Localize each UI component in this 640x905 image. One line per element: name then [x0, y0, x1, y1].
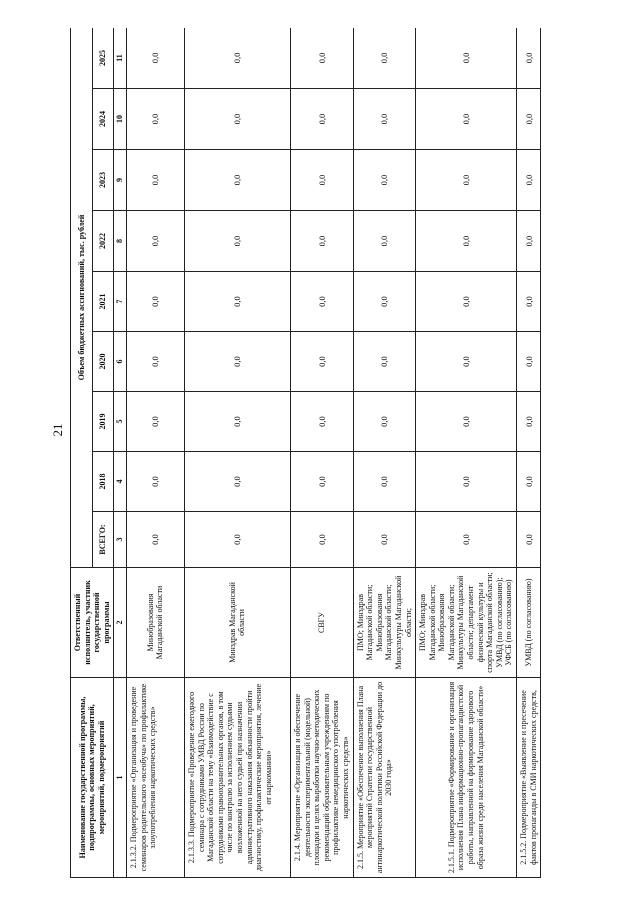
- column-number: 8: [114, 211, 127, 272]
- row-value: 0,0: [353, 272, 416, 332]
- row-value: 0,0: [416, 272, 517, 332]
- header-year: 2023: [92, 150, 114, 211]
- row-value: 0,0: [290, 150, 353, 211]
- row-value: 0,0: [126, 512, 184, 568]
- header-responsible: Ответственный исполнитель, участник государственной программы: [71, 568, 114, 678]
- row-responsible: Минздрав Магаданской области: [184, 568, 290, 678]
- row-value: 0,0: [416, 452, 517, 512]
- row-value: 0,0: [517, 452, 541, 512]
- row-value: 0,0: [353, 89, 416, 150]
- row-value: 0,0: [517, 272, 541, 332]
- row-value: 0,0: [353, 211, 416, 272]
- row-value: 0,0: [184, 452, 290, 512]
- header-budget-group: Объем бюджетных ассигнований, тыс. рублей: [71, 28, 93, 568]
- column-number-row: [114, 28, 127, 878]
- row-value: 0,0: [184, 392, 290, 452]
- row-value: 0,0: [126, 211, 184, 272]
- row-value: 0,0: [517, 89, 541, 150]
- row-value: 0,0: [517, 28, 541, 89]
- row-value: 0,0: [353, 332, 416, 392]
- table-row: [416, 28, 517, 878]
- row-value: 0,0: [517, 211, 541, 272]
- page-number: 21: [50, 423, 65, 437]
- row-value: 0,0: [290, 392, 353, 452]
- column-number: 11: [114, 28, 127, 89]
- row-value: 0,0: [353, 452, 416, 512]
- column-number: 4: [114, 452, 127, 512]
- column-number: 9: [114, 150, 127, 211]
- column-number: 2: [114, 568, 127, 678]
- row-value: 0,0: [517, 150, 541, 211]
- row-value: 0,0: [184, 150, 290, 211]
- budget-table: [70, 28, 541, 878]
- row-name: 2.1.5.1. Подмероприятие «Формирование и организация исполнения Плана информационно-пропагандистской работы, направленной на формирование здорового образа жизни среди населения Магаданской области»: [416, 678, 517, 878]
- row-value: 0,0: [126, 452, 184, 512]
- row-value: 0,0: [290, 512, 353, 568]
- row-value: 0,0: [416, 89, 517, 150]
- row-value: 0,0: [184, 512, 290, 568]
- row-name: 2.1.5.2. Подмероприятие «Выявление и пресечение фактов пропаганды в СМИ наркотических средств,: [517, 678, 541, 878]
- row-value: 0,0: [184, 272, 290, 332]
- header-year: 2018: [92, 452, 114, 512]
- row-value: 0,0: [290, 332, 353, 392]
- row-value: 0,0: [353, 150, 416, 211]
- table-row: [126, 28, 184, 878]
- row-name: 2.1.3.3. Подмероприятие «Проведение ежегодного семинара с сотрудниками УМВД России по Магаданской области на тему «Взаимодействие с сотрудниками правоохранительных органов, в том числе по контролю за исполнением судьями возложенной на него судьей при назначении административного наказания обязанности пройти диагностику, профилактические мероприятия, лечение от наркомании»: [184, 678, 290, 878]
- row-value: 0,0: [290, 211, 353, 272]
- row-value: 0,0: [290, 28, 353, 89]
- rotated-page: [70, 28, 625, 878]
- row-name: 2.1.3.2. Подмероприятие «Организация и проведение семинаров родительского «всеобуча» по профилактике злоупотребления наркотических средств»: [126, 678, 184, 878]
- header-year: 2024: [92, 89, 114, 150]
- row-value: 0,0: [184, 89, 290, 150]
- row-value: 0,0: [126, 272, 184, 332]
- table-row: [517, 28, 541, 878]
- row-value: 0,0: [290, 452, 353, 512]
- row-value: 0,0: [416, 28, 517, 89]
- row-value: 0,0: [126, 332, 184, 392]
- row-value: 0,0: [416, 332, 517, 392]
- row-value: 0,0: [126, 28, 184, 89]
- column-number: 1: [114, 678, 127, 878]
- row-responsible: ПМО; Минздрав Магаданской области; Минобразования Магаданской области; Минкультуры Магаданской области;: [353, 568, 416, 678]
- header-year: 2025: [92, 28, 114, 89]
- row-value: 0,0: [353, 392, 416, 452]
- row-responsible: Минобразования Магаданской области: [126, 568, 184, 678]
- row-value: 0,0: [184, 28, 290, 89]
- row-name: 2.1.4. Мероприятие «Организация и обеспечение деятельности экспериментальной (модельной) площадки в целях выработки научно-методических рекомендаций образовательным учреждениям по профилактике немедицинского употребления наркотических средств»: [290, 678, 353, 878]
- row-value: 0,0: [517, 392, 541, 452]
- header-total: ВСЕГО:: [92, 512, 114, 568]
- header-year: 2021: [92, 272, 114, 332]
- header-name: Наименование государственной программы, подпрограммы, основных мероприятий, мероприятий, подмероприятий: [71, 678, 114, 878]
- row-value: 0,0: [126, 150, 184, 211]
- row-value: 0,0: [517, 332, 541, 392]
- row-responsible: СВГУ: [290, 568, 353, 678]
- row-value: 0,0: [416, 211, 517, 272]
- row-value: 0,0: [184, 211, 290, 272]
- table-row: [290, 28, 353, 878]
- row-value: 0,0: [126, 392, 184, 452]
- row-value: 0,0: [353, 28, 416, 89]
- row-value: 0,0: [416, 150, 517, 211]
- column-number: 10: [114, 89, 127, 150]
- table-viewport: [70, 28, 625, 878]
- row-value: 0,0: [353, 512, 416, 568]
- row-value: 0,0: [290, 89, 353, 150]
- column-number: 5: [114, 392, 127, 452]
- header-year: 2022: [92, 211, 114, 272]
- row-value: 0,0: [416, 512, 517, 568]
- header-year: 2019: [92, 392, 114, 452]
- row-value: 0,0: [416, 392, 517, 452]
- row-value: 0,0: [126, 89, 184, 150]
- row-responsible: ПМО; Минздрав Магаданской области; Минобразования Магаданской области; Минкультуры Магаданской области; департамент физической культуры и спорта Магаданской области; УМВД (по согласованию); УФСБ (по согласованию): [416, 568, 517, 678]
- header-year: 2020: [92, 332, 114, 392]
- row-value: 0,0: [290, 272, 353, 332]
- table-row: [353, 28, 416, 878]
- row-name: 2.1.5. Мероприятие «Обеспечение выполнения Плана мероприятий Стратегии государственной антинаркотической политики Российской Федерации до 2030 года»: [353, 678, 416, 878]
- row-value: 0,0: [184, 332, 290, 392]
- table-row: [184, 28, 290, 878]
- row-responsible: УМВД (по согласованию): [517, 568, 541, 678]
- column-number: 7: [114, 272, 127, 332]
- column-number: 3: [114, 512, 127, 568]
- row-value: 0,0: [517, 512, 541, 568]
- column-number: 6: [114, 332, 127, 392]
